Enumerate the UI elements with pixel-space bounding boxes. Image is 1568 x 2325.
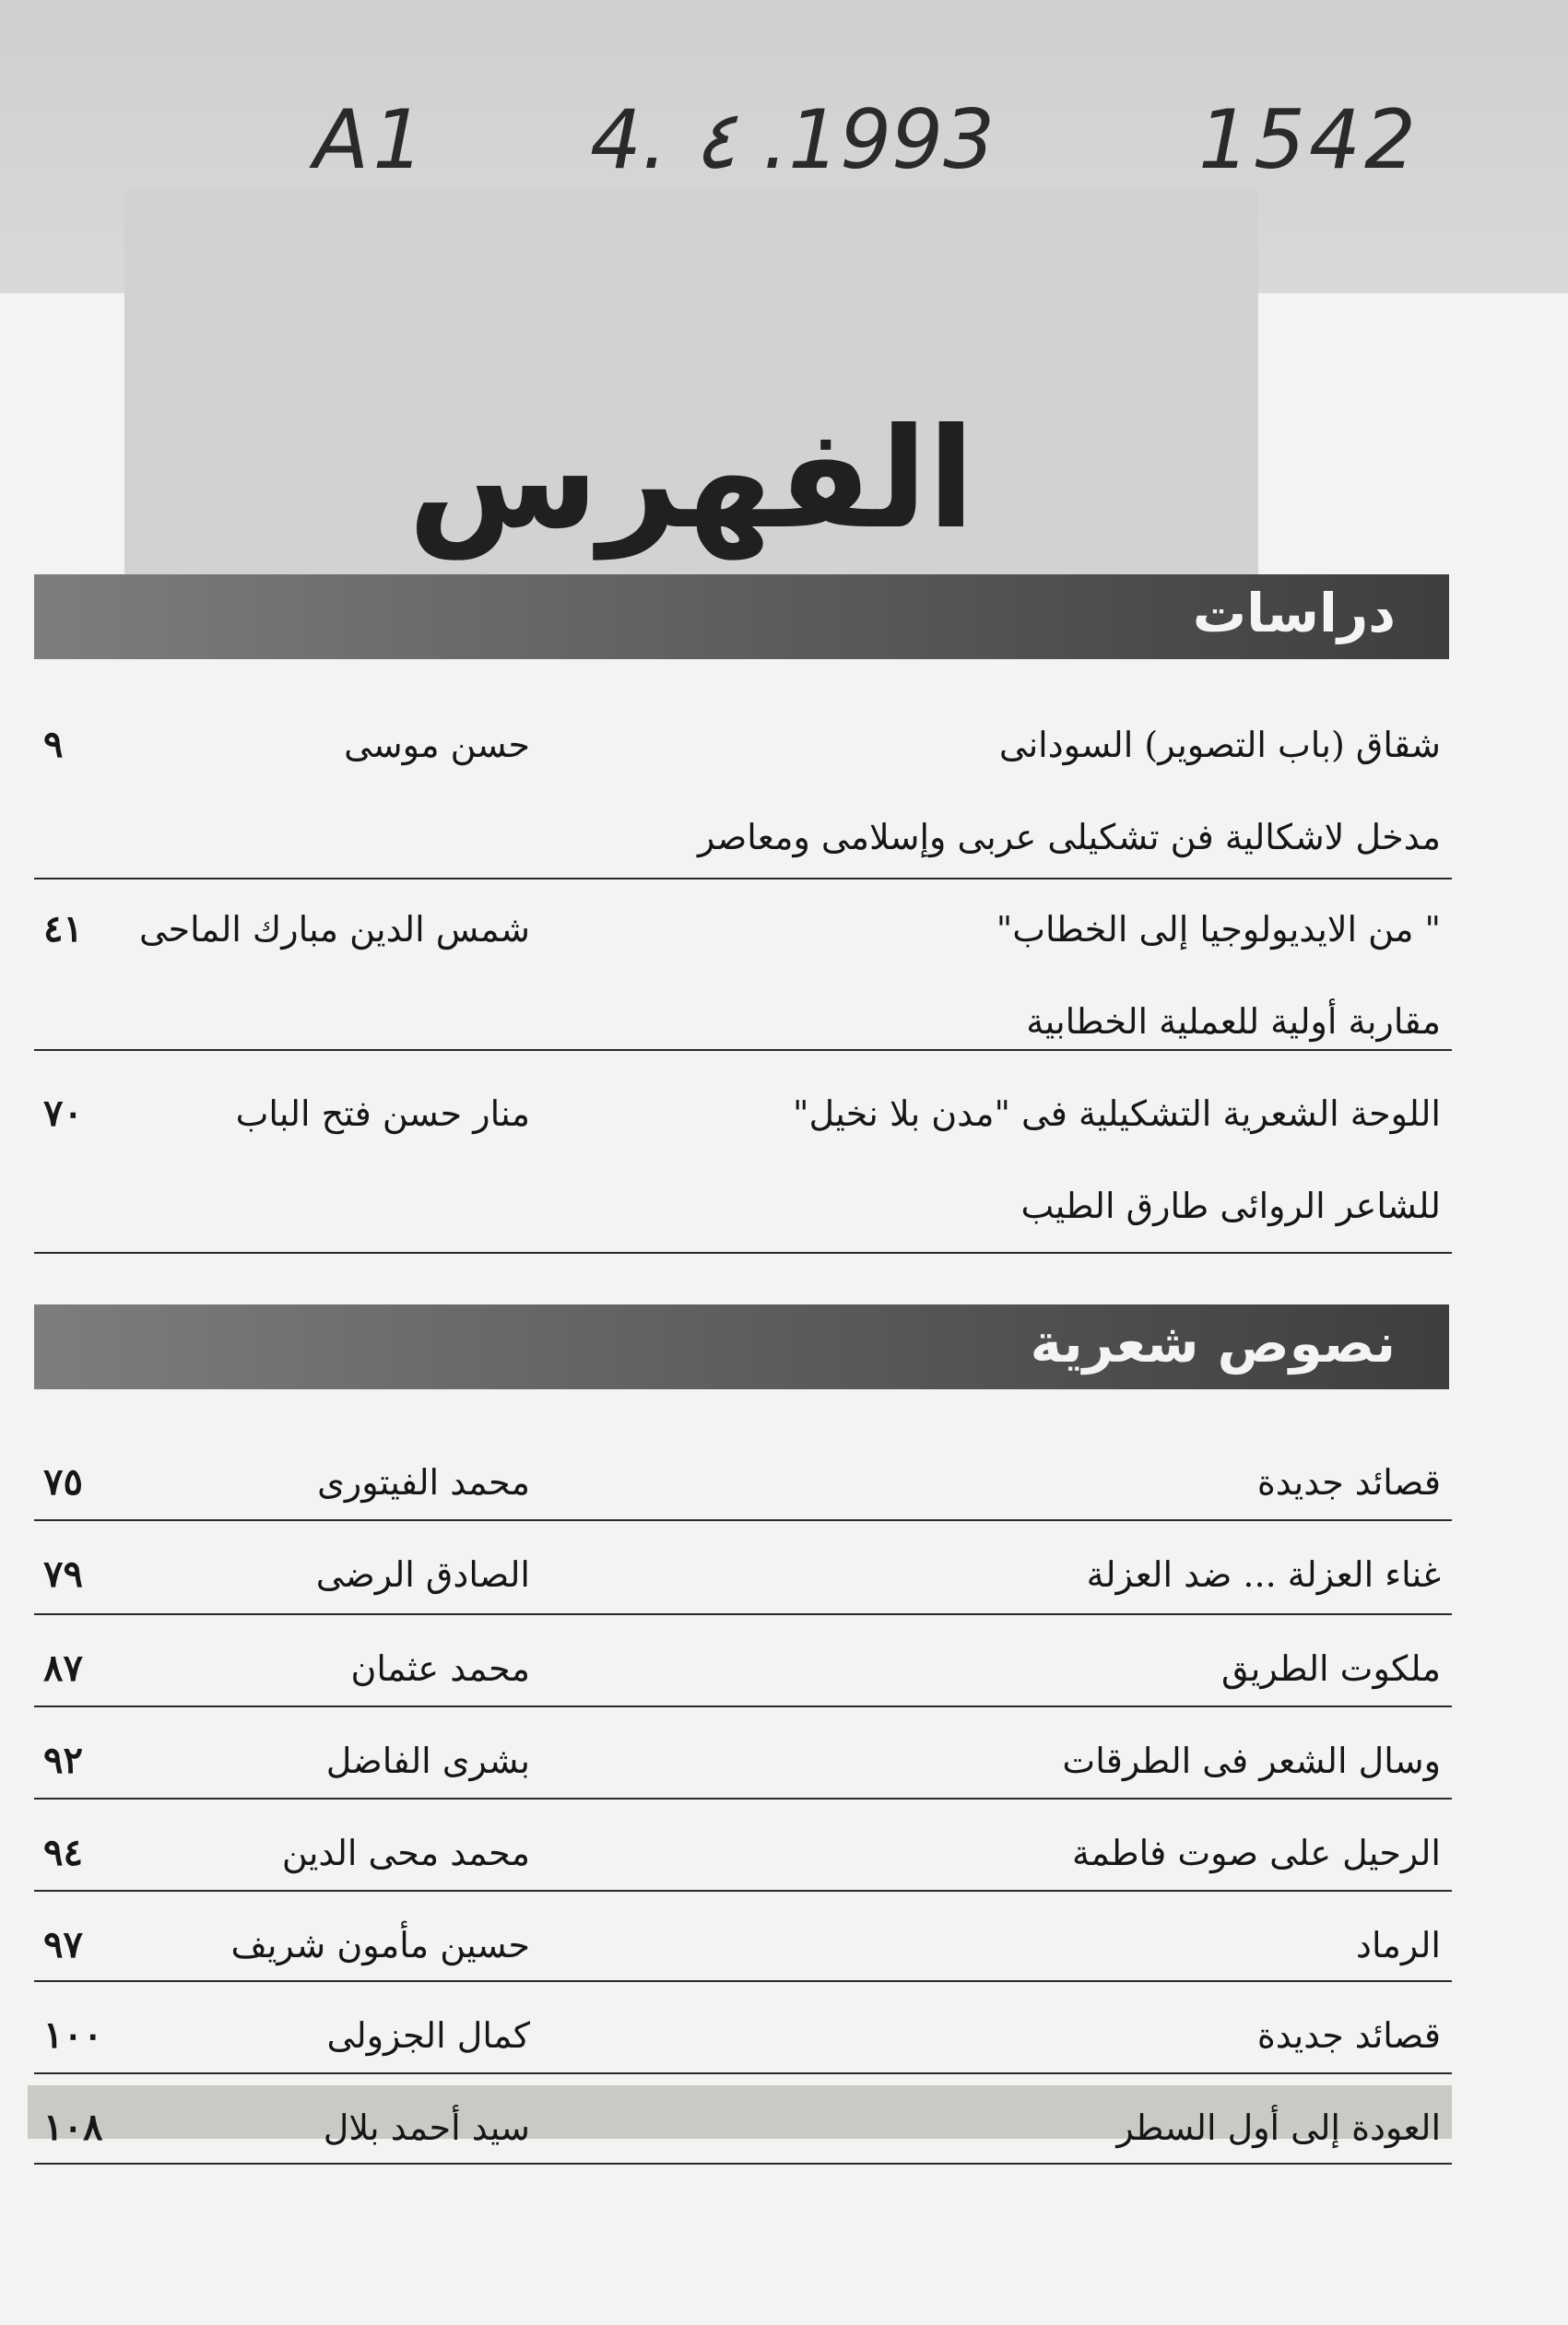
entry-page: ١٠٠ — [43, 2013, 103, 2057]
toc-entry[interactable] — [34, 1632, 1452, 1705]
entry-author: سيد أحمد بلال — [323, 2107, 530, 2148]
entry-title: غناء العزلة ... ضد العزلة — [1086, 1554, 1441, 1595]
toc-entry[interactable] — [34, 892, 1452, 966]
entry-author: حسين مأمون شريف — [230, 1925, 530, 1965]
toc-entry[interactable] — [34, 708, 1452, 782]
entry-page: ٧٥ — [43, 1460, 83, 1504]
page-title: الفهرس — [407, 399, 975, 560]
entry-subtitle: مقاربة أولية للعملية الخطابية — [1026, 1001, 1441, 1042]
entry-page: ٩٧ — [43, 1923, 83, 1966]
entry-title: قصائد جديدة — [1256, 1462, 1441, 1503]
entry-page: ١٠٨ — [43, 2106, 103, 2149]
entry-author: بشرى الفاضل — [325, 1741, 530, 1781]
entry-divider — [34, 1613, 1452, 1615]
toc-entry[interactable] — [34, 1999, 1452, 2072]
entry-title: ملكوت الطريق — [1221, 1648, 1441, 1689]
entry-title: العودة إلى أول السطر — [1116, 2107, 1441, 2148]
entry-divider — [34, 2072, 1452, 2074]
entry-page: ٩ — [43, 723, 64, 766]
toc-entry[interactable] — [34, 1816, 1452, 1890]
toc-entry[interactable] — [34, 1538, 1452, 1611]
entry-divider — [34, 1049, 1452, 1051]
entry-author: الصادق الرضى — [315, 1554, 530, 1595]
entry-author: محمد الفيتورى — [317, 1462, 530, 1503]
entry-title: قصائد جديدة — [1256, 2015, 1441, 2056]
entry-divider — [34, 1890, 1452, 1892]
section-heading-label: دراسات — [1192, 582, 1396, 644]
entry-title: وسال الشعر فى الطرقات — [1062, 1741, 1441, 1781]
entry-author: محمد محى الدين — [281, 1833, 530, 1873]
entry-title: الرحيل على صوت فاطمة — [1071, 1833, 1441, 1873]
entry-page: ٧٠ — [43, 1092, 83, 1135]
entry-page: ٤١ — [43, 907, 83, 950]
entry-divider — [34, 1252, 1452, 1254]
handwritten-code: A1 — [313, 92, 429, 187]
entry-divider — [34, 1519, 1452, 1521]
entry-page: ٧٩ — [43, 1552, 83, 1596]
toc-entry-subtitle — [34, 800, 1452, 874]
entry-subtitle: للشاعر الروائى طارق الطيب — [1020, 1186, 1441, 1226]
entry-page: ٩٢ — [43, 1739, 83, 1782]
entry-page: ٩٤ — [43, 1831, 83, 1874]
entry-author: حسن موسى — [344, 725, 530, 765]
entry-author: محمد عثمان — [350, 1648, 530, 1689]
toc-entry-subtitle — [34, 985, 1452, 1058]
entry-divider — [34, 878, 1452, 879]
entry-subtitle: مدخل لاشكالية فن تشكيلى عربى وإسلامى ومعاصر — [698, 817, 1441, 857]
section-heading-studies — [34, 574, 1449, 659]
entry-author: كمال الجزولى — [326, 2015, 530, 2056]
toc-entry[interactable] — [34, 1077, 1452, 1151]
handwritten-number: 1542 — [1198, 92, 1420, 187]
entry-title: " من الايديولوجيا إلى الخطاب" — [996, 909, 1441, 950]
entry-divider — [34, 1980, 1452, 1982]
section-heading-poetry — [34, 1304, 1449, 1389]
entry-author: منار حسن فتح الباب — [235, 1093, 530, 1134]
toc-entry[interactable] — [34, 1724, 1452, 1798]
entry-title: شقاق (باب التصوير) السودانى — [998, 725, 1441, 765]
entry-divider — [34, 1798, 1452, 1800]
toc-entry[interactable] — [34, 1446, 1452, 1519]
entry-page: ٨٧ — [43, 1646, 83, 1690]
toc-entry[interactable] — [34, 2091, 1452, 2165]
handwritten-annotations — [277, 92, 1493, 194]
entry-title: الرماد — [1356, 1925, 1441, 1965]
entry-divider — [34, 2163, 1452, 2165]
entry-title: اللوحة الشعرية التشكيلية فى "مدن بلا نخيل" — [793, 1093, 1441, 1134]
toc-entry[interactable] — [34, 1908, 1452, 1982]
handwritten-date: 4. ٤ .1993 — [590, 92, 996, 187]
section-heading-label: نصوص شعرية — [1030, 1312, 1396, 1375]
toc-entry-subtitle — [34, 1169, 1452, 1243]
entry-author: شمس الدين مبارك الماحى — [139, 909, 530, 950]
entry-divider — [34, 1705, 1452, 1707]
